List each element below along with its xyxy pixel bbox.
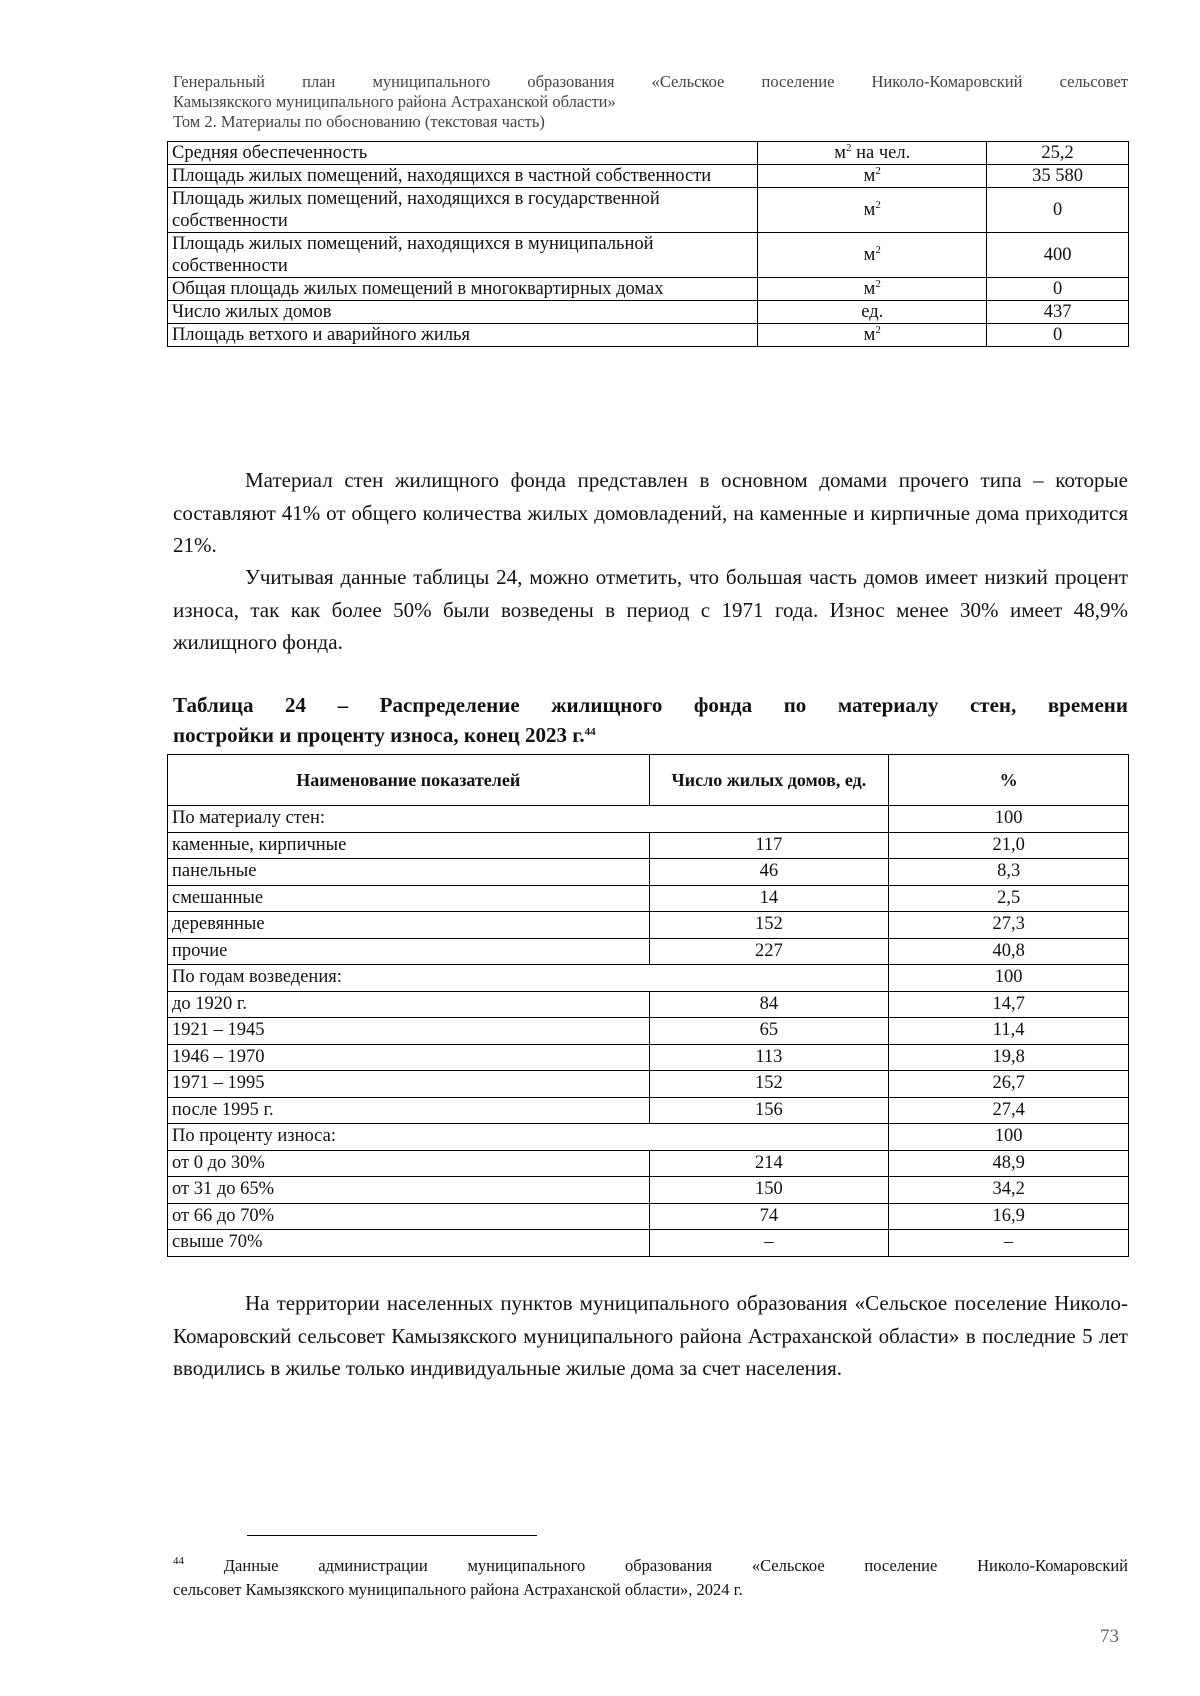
row-count: 152 xyxy=(649,912,889,939)
housing-table-row xyxy=(168,324,1129,347)
table-row xyxy=(168,885,1129,912)
caption-footnote-ref: 44 xyxy=(584,726,596,738)
table-24-header-row xyxy=(168,755,1129,806)
header-line-3: Том 2. Материалы по обоснованию (текстовая часть) xyxy=(173,112,545,131)
unit-exponent: 2 xyxy=(845,142,852,154)
row-percent: 26,7 xyxy=(889,1071,1129,1098)
row-count: 74 xyxy=(649,1203,889,1230)
housing-row-unit xyxy=(758,188,987,233)
row-name: прочие xyxy=(168,938,650,965)
unit-base: м xyxy=(863,325,876,345)
housing-row-name: Число жилых домов xyxy=(168,301,758,324)
row-name: до 1920 г. xyxy=(168,991,650,1018)
row-count: 113 xyxy=(649,1044,889,1071)
footnote xyxy=(173,1554,1128,1602)
paragraph-wear: Учитывая данные таблицы 24, можно отметить, что большая часть домов имеет низкий процент износа, так как более 50% были возведены в период с 1971 года. Износ менее 30% имеет 48,9% жилищного фонда. xyxy=(173,565,1128,654)
unit-base: ед. xyxy=(861,302,884,322)
row-name: 1971 – 1995 xyxy=(168,1071,650,1098)
unit-exponent: 2 xyxy=(875,244,881,256)
unit-base: м xyxy=(863,279,876,299)
row-name: 1946 – 1970 xyxy=(168,1044,650,1071)
housing-row-name: Общая площадь жилых помещений в многоквартирных домах xyxy=(168,278,758,301)
row-count: – xyxy=(649,1230,889,1257)
table-row xyxy=(168,912,1129,939)
row-name: По материалу стен: xyxy=(168,806,889,833)
housing-row-name: Средняя обеспеченность xyxy=(168,142,758,165)
row-percent: – xyxy=(889,1230,1129,1257)
housing-row-value: 0 xyxy=(987,324,1129,347)
table-group-row xyxy=(168,1124,1129,1151)
row-percent: 100 xyxy=(889,806,1129,833)
table-row xyxy=(168,991,1129,1018)
header-line-1: Генеральный план муниципального образования «Сельское поселение Николо-Комаровский сельсовет xyxy=(173,72,1128,91)
paragraph-new-construction: На территории населенных пунктов муниципального образования «Сельское поселение Николо-Комаровский сельсовет Камызякского муниципального района Астраханской области» в последние 5 лет вводились в жилье только индивидуальные жилые дома за счет населения. xyxy=(173,1291,1128,1380)
row-name: По проценту износа: xyxy=(168,1124,889,1151)
housing-table-row xyxy=(168,165,1129,188)
row-count: 65 xyxy=(649,1018,889,1045)
paragraph-wall-material: Материал стен жилищного фонда представлен в основном домами прочего типа – которые составляют 41% от общего количества жилых домовладений, на каменные и кирпичные дома приходится 21%. xyxy=(173,468,1128,557)
table-row xyxy=(168,1230,1129,1257)
row-count: 46 xyxy=(649,859,889,886)
unit-exponent: 2 xyxy=(875,165,881,177)
table-row xyxy=(168,1203,1129,1230)
housing-row-name: Площадь ветхого и аварийного жилья xyxy=(168,324,758,347)
row-name: деревянные xyxy=(168,912,650,939)
row-percent: 40,8 xyxy=(889,938,1129,965)
row-percent: 2,5 xyxy=(889,885,1129,912)
housing-row-value: 437 xyxy=(987,301,1129,324)
housing-stock-table xyxy=(167,141,1129,347)
running-header xyxy=(173,72,1128,132)
row-percent: 14,7 xyxy=(889,991,1129,1018)
housing-table-row xyxy=(168,233,1129,278)
header-indicator-name: Наименование показателей xyxy=(168,755,650,806)
housing-row-unit xyxy=(758,278,987,301)
table-row xyxy=(168,1071,1129,1098)
unit-exponent: 2 xyxy=(875,278,881,290)
header-percent: % xyxy=(889,755,1129,806)
unit-base: м xyxy=(863,245,876,265)
table-row xyxy=(168,1150,1129,1177)
row-name: каменные, кирпичные xyxy=(168,832,650,859)
housing-table-row xyxy=(168,278,1129,301)
row-count: 214 xyxy=(649,1150,889,1177)
row-count: 156 xyxy=(649,1097,889,1124)
table-row xyxy=(168,1097,1129,1124)
row-name: от 31 до 65% xyxy=(168,1177,650,1204)
row-count: 227 xyxy=(649,938,889,965)
table-group-row xyxy=(168,806,1129,833)
housing-row-unit xyxy=(758,142,987,165)
unit-exponent: 2 xyxy=(875,324,881,336)
housing-row-unit xyxy=(758,233,987,278)
table-24 xyxy=(167,754,1129,1257)
housing-row-unit xyxy=(758,301,987,324)
housing-row-value: 0 xyxy=(987,278,1129,301)
table-row xyxy=(168,1044,1129,1071)
row-count: 150 xyxy=(649,1177,889,1204)
housing-row-name: Площадь жилых помещений, находящихся в частной собственности xyxy=(168,165,758,188)
caption-line-2: постройки и проценту износа, конец 2023 г. xyxy=(173,723,585,747)
row-name: от 0 до 30% xyxy=(168,1150,650,1177)
row-name: свыше 70% xyxy=(168,1230,650,1257)
row-name: 1921 – 1945 xyxy=(168,1018,650,1045)
row-name: от 66 до 70% xyxy=(168,1203,650,1230)
housing-table-row xyxy=(168,142,1129,165)
row-count: 117 xyxy=(649,832,889,859)
housing-row-value: 25,2 xyxy=(987,142,1129,165)
unit-base: м xyxy=(834,143,846,163)
housing-row-name: Площадь жилых помещений, находящихся в государственной собственности xyxy=(168,188,758,233)
footnote-separator xyxy=(247,1535,537,1536)
row-percent: 100 xyxy=(889,1124,1129,1151)
footnote-line-1 xyxy=(173,1554,1128,1578)
table-row xyxy=(168,1018,1129,1045)
row-percent: 21,0 xyxy=(889,832,1129,859)
footnote-text-1: Данные администрации муниципального образования «Сельское поселение Николо-Комаровский xyxy=(223,1556,1128,1575)
table-24-caption xyxy=(173,690,1128,750)
table-row xyxy=(168,1177,1129,1204)
unit-suffix: на чел. xyxy=(851,143,911,163)
row-percent: 48,9 xyxy=(889,1150,1129,1177)
table-row xyxy=(168,859,1129,886)
row-count: 14 xyxy=(649,885,889,912)
caption-line-1: Таблица 24 – Распределение жилищного фонда по материалу стен, времени xyxy=(173,693,1128,717)
housing-row-unit xyxy=(758,324,987,347)
table-group-row xyxy=(168,965,1129,992)
row-count: 152 xyxy=(649,1071,889,1098)
header-line-2: Камызякского муниципального района Астраханской области» xyxy=(173,92,616,111)
row-percent: 16,9 xyxy=(889,1203,1129,1230)
housing-row-value: 35 580 xyxy=(987,165,1129,188)
unit-exponent: 2 xyxy=(875,199,881,211)
row-percent: 34,2 xyxy=(889,1177,1129,1204)
row-percent: 8,3 xyxy=(889,859,1129,886)
row-name: панельные xyxy=(168,859,650,886)
housing-row-name: Площадь жилых помещений, находящихся в муниципальной собственности xyxy=(168,233,758,278)
header-house-count: Число жилых домов, ед. xyxy=(649,755,889,806)
unit-base: м xyxy=(863,200,876,220)
row-percent: 11,4 xyxy=(889,1018,1129,1045)
table-row xyxy=(168,938,1129,965)
row-name: По годам возведения: xyxy=(168,965,889,992)
housing-row-value: 0 xyxy=(987,188,1129,233)
housing-row-value: 400 xyxy=(987,233,1129,278)
unit-base: м xyxy=(863,166,876,186)
row-name: после 1995 г. xyxy=(168,1097,650,1124)
row-percent: 100 xyxy=(889,965,1129,992)
row-percent: 27,4 xyxy=(889,1097,1129,1124)
table-row xyxy=(168,832,1129,859)
footnote-text-2: сельсовет Камызякского муниципального района Астраханской области», 2024 г. xyxy=(173,1580,743,1599)
row-name: смешанные xyxy=(168,885,650,912)
housing-table-row xyxy=(168,301,1129,324)
row-count: 84 xyxy=(649,991,889,1018)
housing-table-row xyxy=(168,188,1129,233)
page-number: 73 xyxy=(1100,1626,1119,1647)
footnote-number: 44 xyxy=(173,1555,184,1567)
housing-row-unit xyxy=(758,165,987,188)
row-percent: 19,8 xyxy=(889,1044,1129,1071)
row-percent: 27,3 xyxy=(889,912,1129,939)
